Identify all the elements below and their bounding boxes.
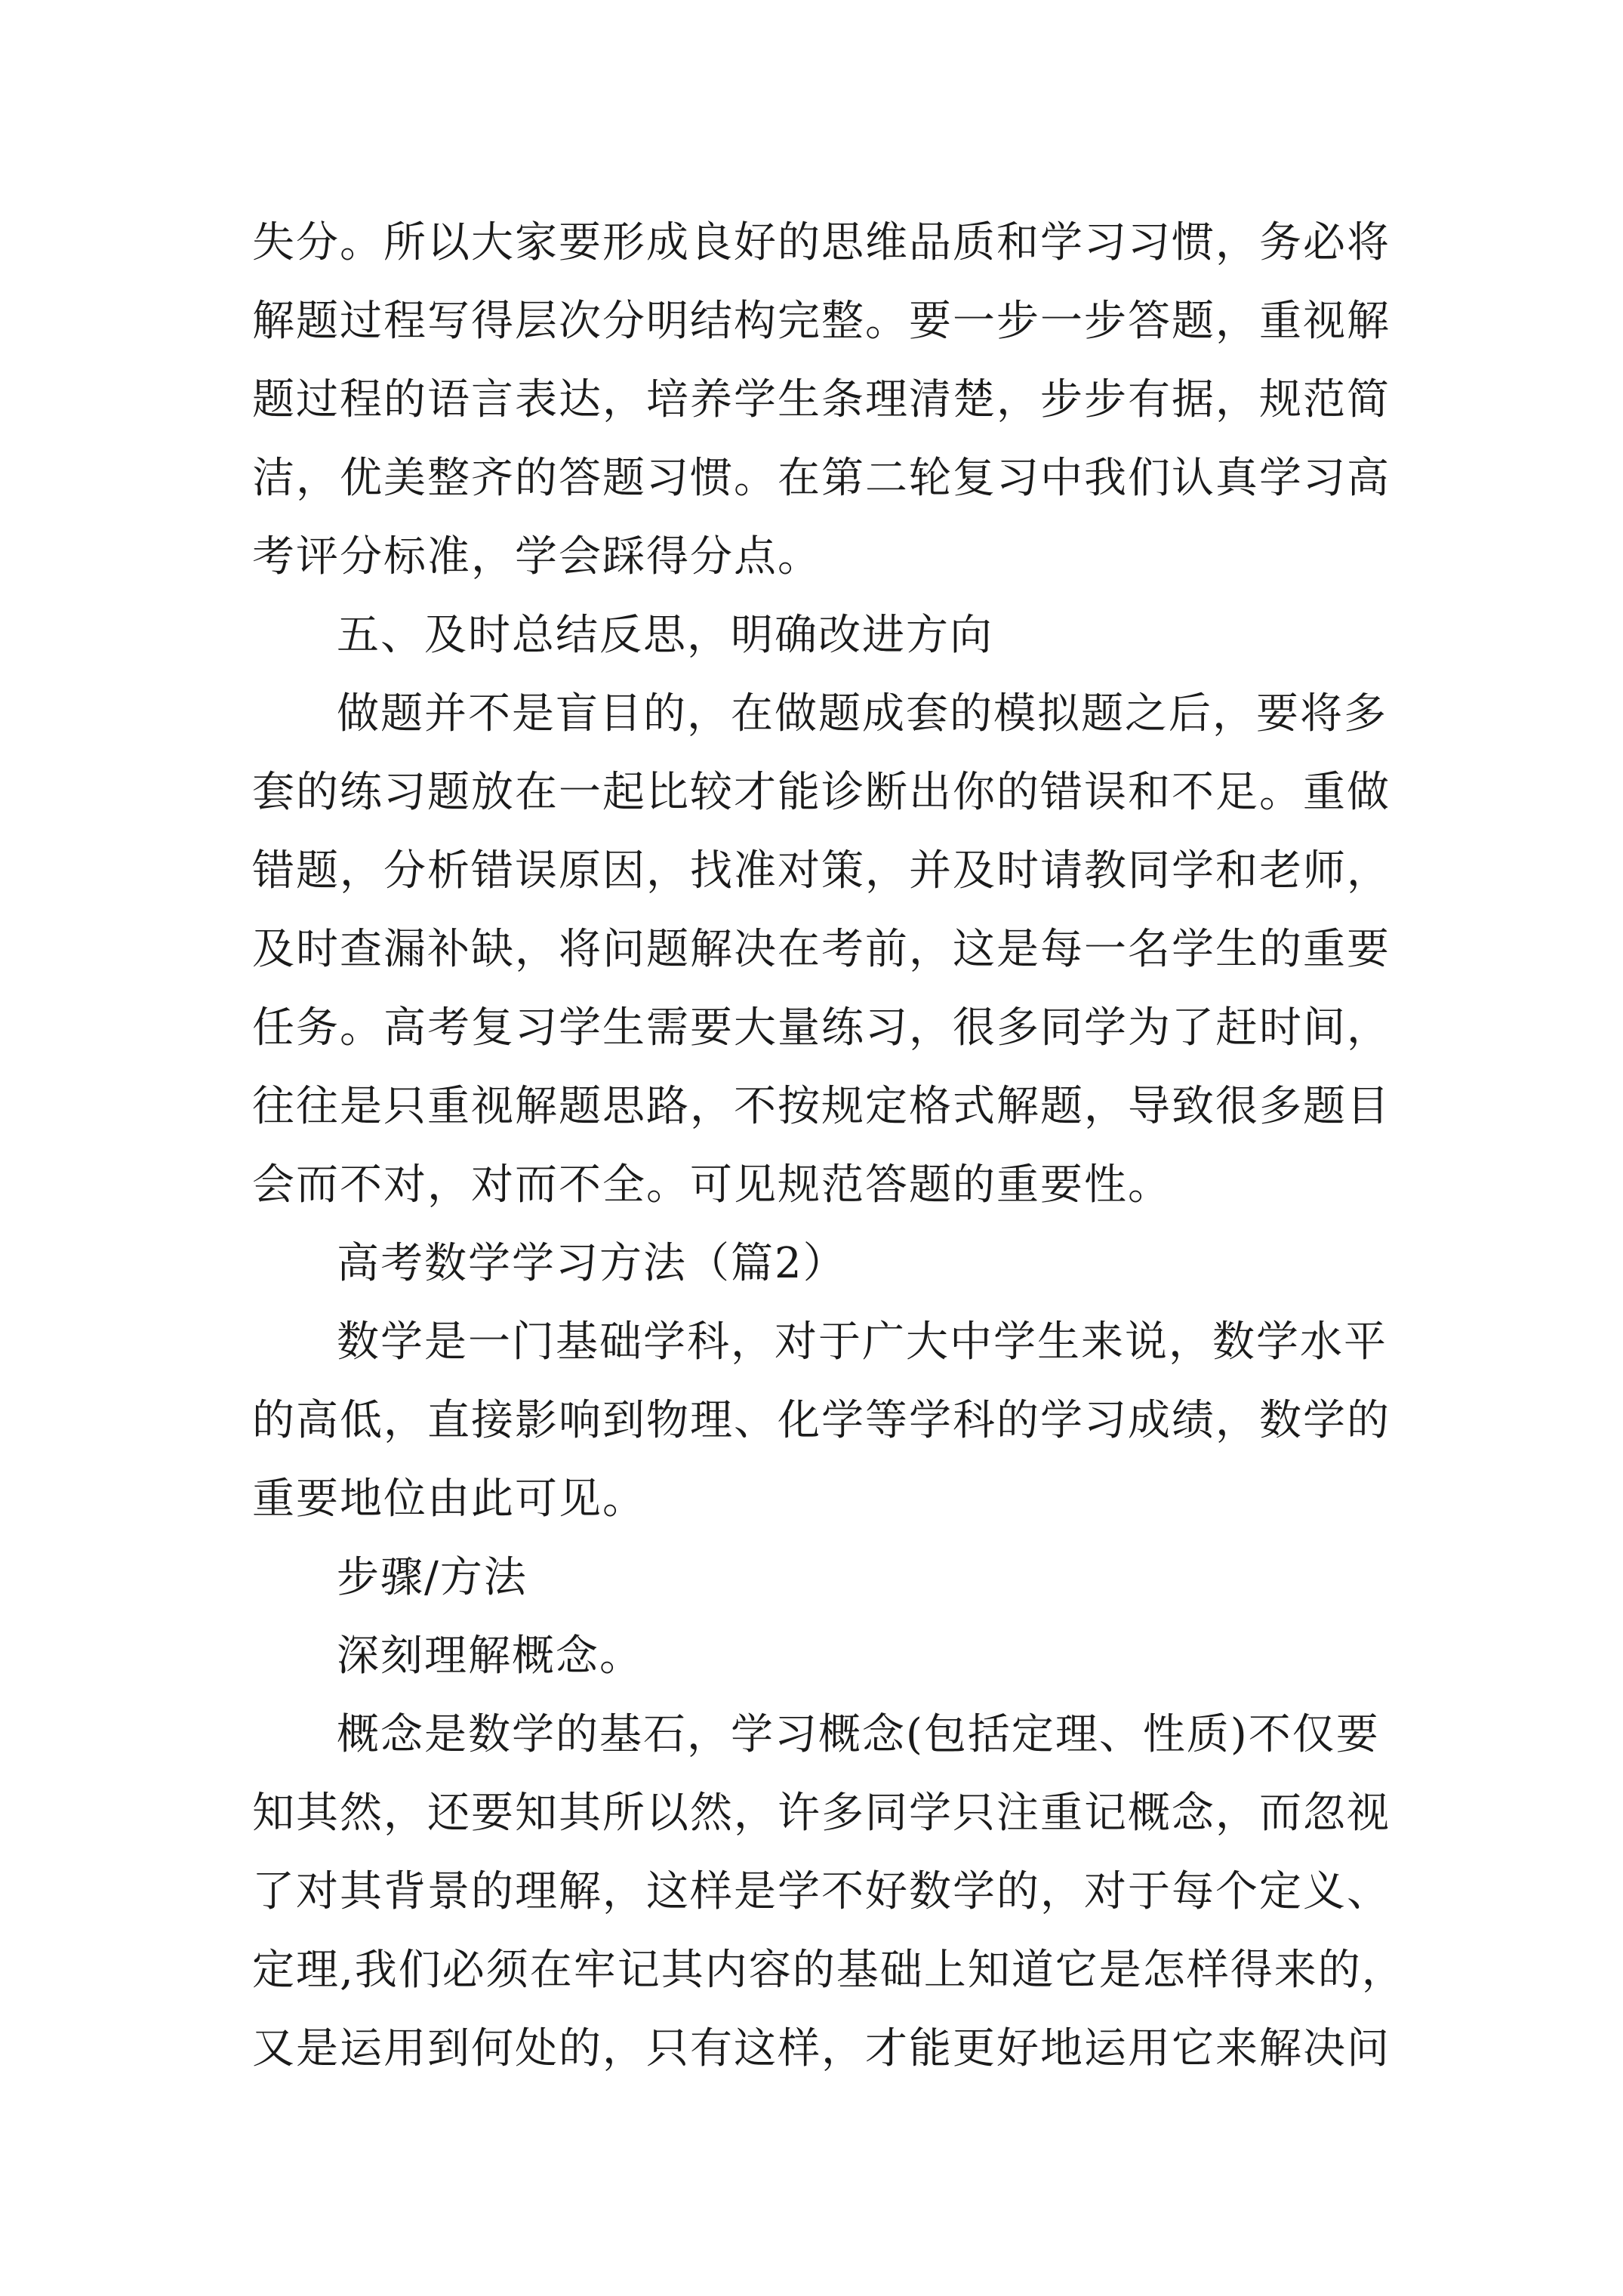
text-line: 题过程的语言表达，培养学生条理清楚，步步有据，规范简: [252, 375, 1390, 424]
text-line: 高考数学学习方法（篇2）: [337, 1239, 847, 1288]
text-line: 步骤/方法: [337, 1553, 528, 1602]
text-line: 数学是一门基础学科，对于广大中学生来说，数学水平: [337, 1318, 1387, 1367]
text-line: 洁，优美整齐的答题习惯。在第二轮复习中我们认真学习高: [252, 454, 1390, 503]
text-line: 五、及时总结反思，明确改进方向: [337, 611, 993, 660]
text-line: 套的练习题放在一起比较才能诊断出你的错误和不足。重做: [252, 768, 1390, 817]
text-line: 失分。所以大家要形成良好的思维品质和学习习惯，务必将: [252, 218, 1390, 267]
text-line: 定理,我们必须在牢记其内容的基础上知道它是怎样得来的，: [252, 1946, 1406, 1995]
text-line: 做题并不是盲目的，在做题成套的模拟题之后，要将多: [337, 689, 1387, 738]
text-line: 及时查漏补缺，将问题解决在考前，这是每一名学生的重要: [252, 925, 1390, 974]
text-line: 任务。高考复习学生需要大量练习，很多同学为了赶时间，: [252, 1003, 1390, 1052]
text-line: 了对其背景的理解，这样是学不好数学的，对于每个定义、: [252, 1867, 1390, 1916]
text-line: 又是运用到何处的，只有这样，才能更好地运用它来解决问: [252, 2024, 1390, 2073]
document-body: [252, 204, 1406, 2088]
text-line: 知其然，还要知其所以然，许多同学只注重记概念，而忽视: [252, 1789, 1390, 1838]
text-line: 会而不对，对而不全。可见规范答题的重要性。: [252, 1160, 1172, 1210]
text-line: 错题，分析错误原因，找准对策，并及时请教同学和老师，: [252, 846, 1390, 895]
text-line: 概念是数学的基石，学习概念(包括定理、性质)不仅要: [337, 1710, 1380, 1759]
text-line: 解题过程写得层次分明结构完整。要一步一步答题，重视解: [252, 297, 1390, 346]
text-line: 深刻理解概念。: [337, 1632, 643, 1681]
text-line: 考评分标准，学会踩得分点。: [252, 532, 821, 581]
text-line: 的高低，直接影响到物理、化学等学科的学习成绩，数学的: [252, 1396, 1390, 1445]
text-line: 重要地位由此可见。: [252, 1475, 646, 1524]
text-line: 往往是只重视解题思路，不按规定格式解题，导致很多题目: [252, 1082, 1390, 1131]
